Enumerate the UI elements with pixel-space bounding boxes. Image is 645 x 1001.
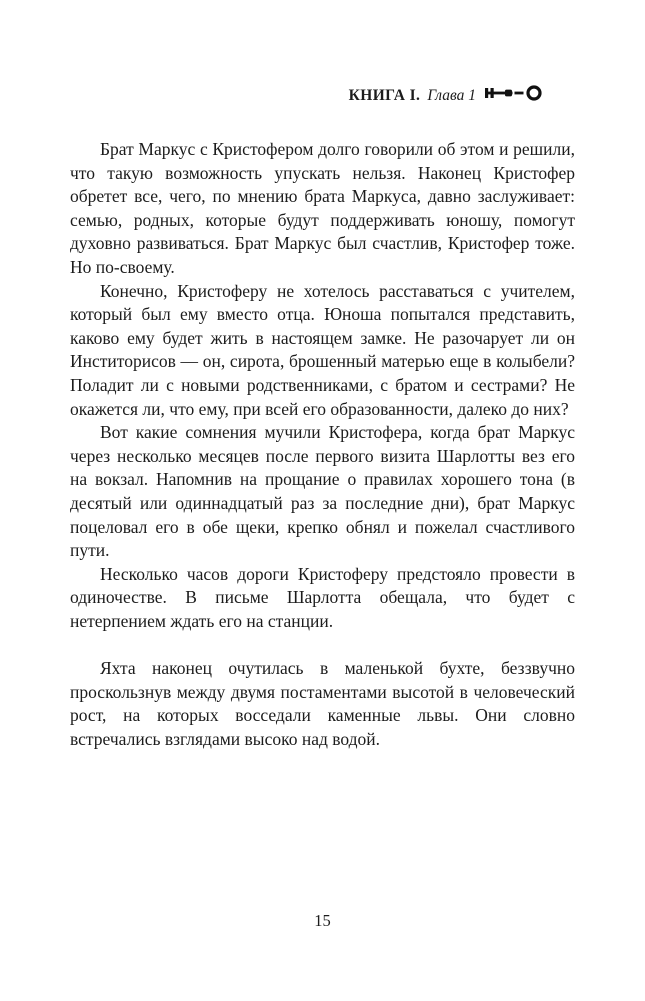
key-icon: [485, 84, 543, 107]
book-title: КНИГА I.: [348, 86, 421, 104]
paragraph: Конечно, Кристоферу не хотелось расставаться с учителем, который был ему вместо отца. Юноша попытался представить, каково ему будет жить в настоящем замке. Не разочарует ли он Инститорисов — он, сирота, брошенный матерью еще в колыбели? Поладит ли с новыми родственниками, с братом и сестрами? Не окажется ли, что ему, при всей его образованности, далеко до них?: [70, 280, 575, 419]
paragraph: Вот какие сомнения мучили Кристофера, когда брат Маркус через несколько месяцев после первого визита Шарлотты вез его на вокзал. Напомнив на прощание о правилах хорошего тона (в десятый или одиннадцатый раз за последние дни), брат Маркус поцеловал его в обе щеки, крепко обнял и пожелал счастливого пути.: [70, 422, 575, 561]
paragraph: Несколько часов дороги Кристоферу предстояло провести в одиночестве. В письме Шарлотта обещала, что будет с нетерпением ждать его на станции.: [70, 563, 575, 631]
page-number: 15: [314, 911, 331, 930]
page-body: [70, 138, 575, 751]
chapter-title: Глава 1: [427, 86, 476, 104]
page-header: [349, 84, 543, 107]
paragraph-scene-break: Яхта наконец очутилась в маленькой бухте, беззвучно проскользнув между двумя постаментами высотой в человеческий рост, на которых восседали каменные львы. Они словно встречались взглядами высоко над водой.: [70, 658, 575, 749]
paragraph: Брат Маркус с Кристофером долго говорили об этом и решили, что такую возможность упускать нельзя. Наконец Кристофер обретет все, чего, по мнению брата Маркуса, давно заслуживает: семью, родных, которые будут поддерживать юношу, помогут духовно развиваться. Брат Маркус был счастлив, Кристофер тоже. Но по-своему.: [70, 139, 575, 277]
